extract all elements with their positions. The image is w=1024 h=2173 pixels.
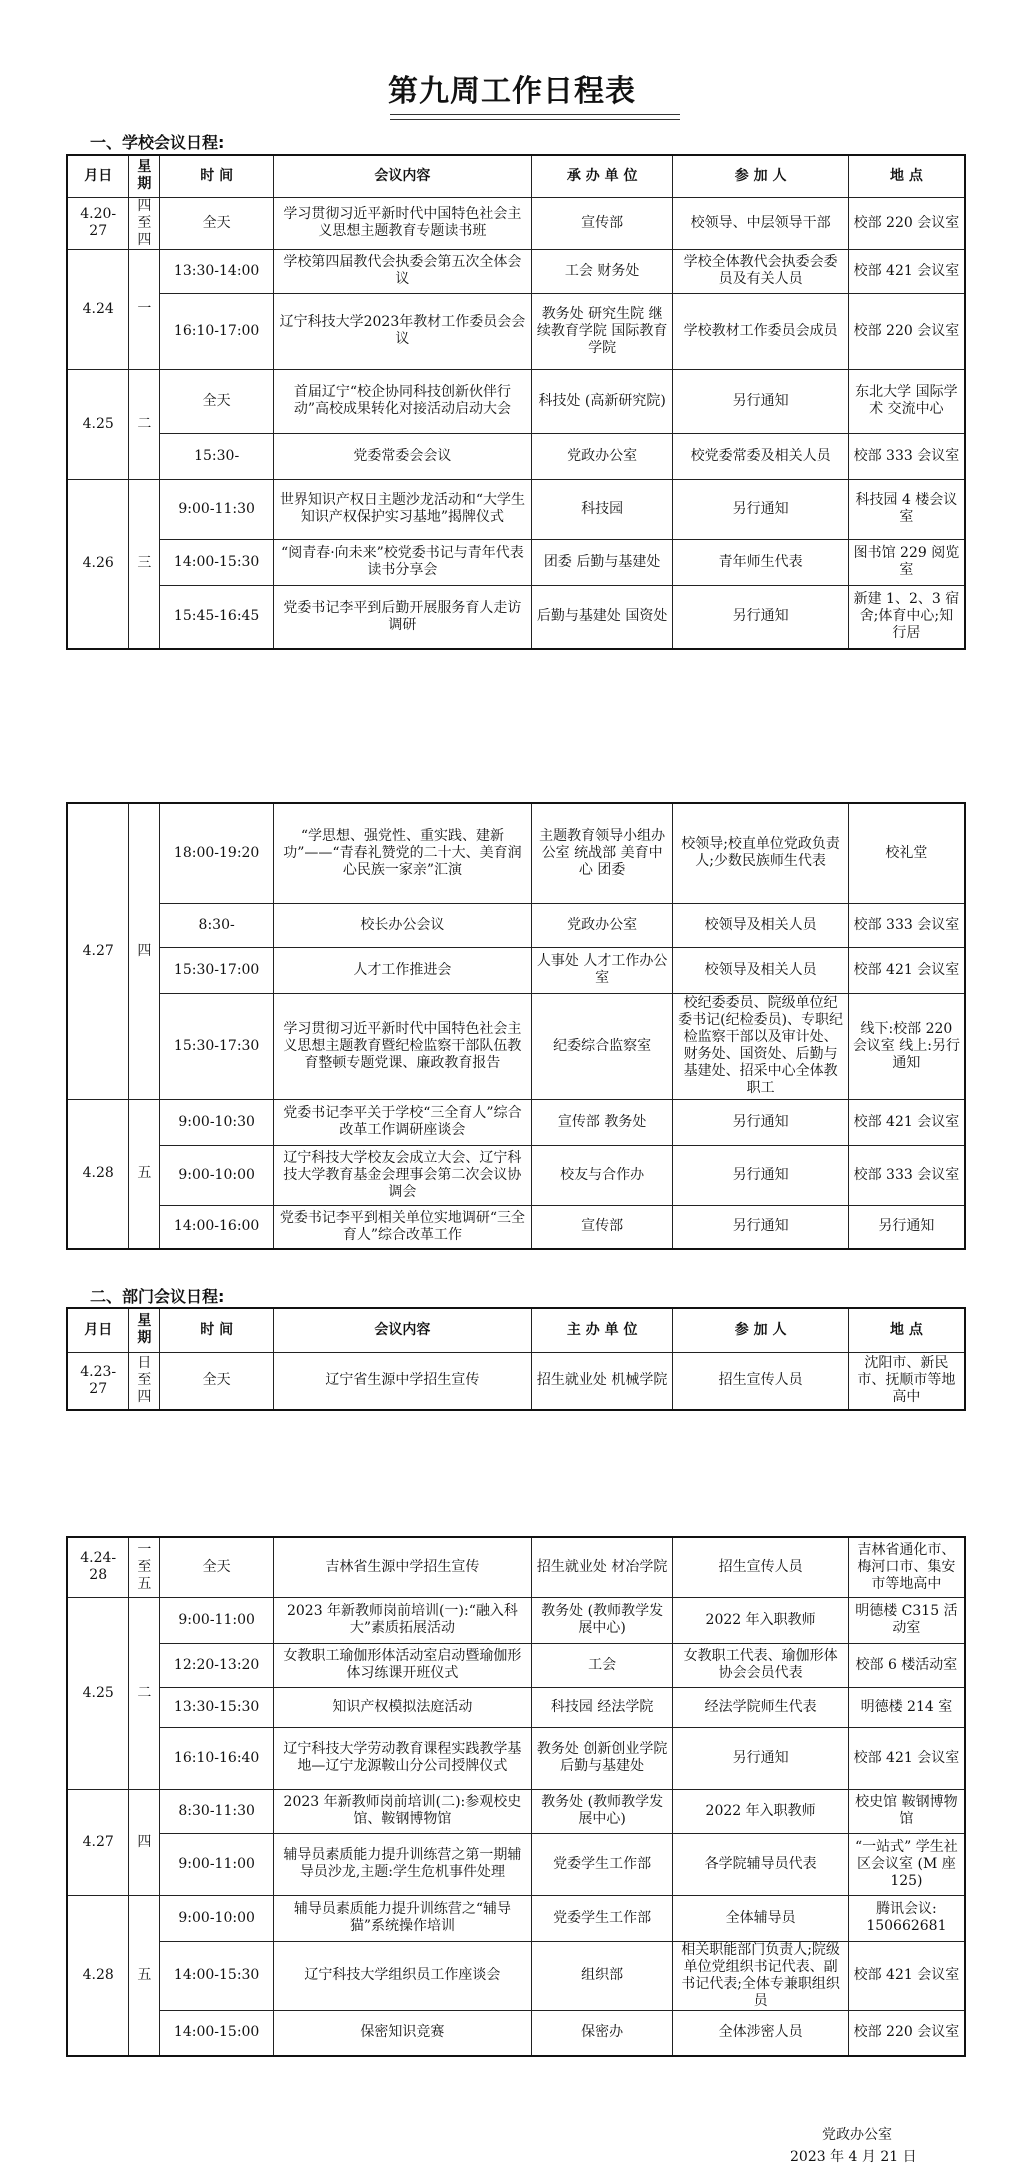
cell-time: 16:10-17:00 xyxy=(160,293,274,369)
cell-time: 14:00-16:00 xyxy=(160,1205,274,1249)
cell-organizer: 党政办公室 xyxy=(531,903,672,947)
table-row xyxy=(67,947,965,993)
cell-organizer: 科技处 (高新研究院) xyxy=(531,369,672,433)
section-dept-heading: 二、部门会议日程: xyxy=(90,1287,225,1306)
cell-attendees: 学校教材工作委员会成员 xyxy=(673,293,848,369)
table-row xyxy=(67,1205,965,1249)
cell-content: 世界知识产权日主题沙龙活动和“大学生知识产权保护实习基地”揭牌仪式 xyxy=(273,479,531,539)
cell-time: 18:00-19:20 xyxy=(160,803,274,903)
cell-time: 9:00-10:00 xyxy=(160,1895,274,1941)
header-attendees: 参 加 人 xyxy=(673,155,848,197)
cell-time: 14:00-15:30 xyxy=(160,1941,274,2010)
cell-location: 校部 220 会议室 xyxy=(848,2010,965,2056)
cell-organizer: 组织部 xyxy=(531,1941,672,2010)
table-row xyxy=(67,197,965,249)
cell-time: 14:00-15:30 xyxy=(160,539,274,585)
cell-date: 4.23-27 xyxy=(67,1352,129,1410)
cell-weekday: 一至五 xyxy=(129,1537,160,1597)
cell-date: 4.25 xyxy=(67,1597,129,1789)
cell-content: “学思想、强党性、重实践、建新功”——“青春礼赞党的二十大、美育润心民族一家亲”汇演 xyxy=(273,803,531,903)
cell-location: 校部 220 会议室 xyxy=(848,293,965,369)
table-header-row xyxy=(67,155,965,197)
cell-content: 学校第四届教代会执委会第五次全体会议 xyxy=(273,249,531,293)
cell-content: 辽宁科技大学组织员工作座谈会 xyxy=(273,1941,531,2010)
table-row xyxy=(67,1687,965,1727)
cell-content: 党委书记李平到后勤开展服务育人走访调研 xyxy=(273,585,531,649)
cell-content: 首届辽宁“校企协同科技创新伙伴行动”高校成果转化对接活动启动大会 xyxy=(273,369,531,433)
cell-location: 腾讯会议: 150662681 xyxy=(848,1895,965,1941)
page-title: 第九周工作日程表 xyxy=(388,74,636,109)
table-row xyxy=(67,1099,965,1145)
cell-content: 辽宁科技大学劳动教育课程实践教学基地—辽宁龙源鞍山分公司授牌仪式 xyxy=(273,1727,531,1789)
cell-organizer: 保密办 xyxy=(531,2010,672,2056)
table-row xyxy=(67,1537,965,1597)
cell-organizer: 宣传部 xyxy=(531,197,672,249)
cell-location: 校礼堂 xyxy=(848,803,965,903)
cell-attendees: 另行通知 xyxy=(673,479,848,539)
table-row xyxy=(67,293,965,369)
table-row xyxy=(67,1789,965,1833)
cell-location: 校部 421 会议室 xyxy=(848,1941,965,2010)
cell-organizer: 工会 xyxy=(531,1643,672,1687)
cell-location: 图书馆 229 阅览室 xyxy=(848,539,965,585)
cell-location: 校部 421 会议室 xyxy=(848,1099,965,1145)
cell-content: 校长办公会议 xyxy=(273,903,531,947)
cell-attendees: 校领导;校直单位党政负责人;少数民族师生代表 xyxy=(673,803,848,903)
cell-content: 2023 年新教师岗前培训(一):“融入科大”素质拓展活动 xyxy=(273,1597,531,1643)
cell-date: 4.24-28 xyxy=(67,1537,129,1597)
cell-time: 15:30-17:30 xyxy=(160,993,274,1099)
cell-content: 辅导员素质能力提升训练营之“辅导猫”系统操作培训 xyxy=(273,1895,531,1941)
cell-time: 15:30-17:00 xyxy=(160,947,274,993)
table-row xyxy=(67,433,965,479)
cell-content: “阅青春·向未来”校党委书记与青年代表读书分享会 xyxy=(273,539,531,585)
cell-location: 东北大学 国际学术 交流中心 xyxy=(848,369,965,433)
cell-attendees: 另行通知 xyxy=(673,585,848,649)
cell-weekday: 日至四 xyxy=(129,1352,160,1410)
cell-attendees: 校领导、中层领导干部 xyxy=(673,197,848,249)
cell-content: 保密知识竞赛 xyxy=(273,2010,531,2056)
table-header-row xyxy=(67,1308,965,1352)
cell-location: 另行通知 xyxy=(848,1205,965,1249)
table-row xyxy=(67,1643,965,1687)
header-date: 月日 xyxy=(67,1308,129,1352)
cell-time: 9:00-10:30 xyxy=(160,1099,274,1145)
cell-organizer: 教务处 创新创业学院 后勤与基建处 xyxy=(531,1727,672,1789)
cell-attendees: 相关职能部门负责人;院级单位党组织书记代表、副书记代表;全体专兼职组织员 xyxy=(673,1941,848,2010)
cell-content: 2023 年新教师岗前培训(二):参观校史馆、鞍钢博物馆 xyxy=(273,1789,531,1833)
footer-office: 党政办公室 xyxy=(822,2127,892,2143)
cell-weekday: 四 xyxy=(129,1789,160,1895)
cell-content: 女教职工瑜伽形体活动室启动暨瑜伽形体习练课开班仪式 xyxy=(273,1643,531,1687)
cell-attendees: 另行通知 xyxy=(673,1099,848,1145)
cell-time: 12:20-13:20 xyxy=(160,1643,274,1687)
cell-weekday: 一 xyxy=(129,249,160,369)
cell-location: 科技园 4 楼会议室 xyxy=(848,479,965,539)
cell-organizer: 科技园 xyxy=(531,479,672,539)
cell-organizer: 工会 财务处 xyxy=(531,249,672,293)
dept-schedule-table-part2 xyxy=(66,1536,966,2057)
cell-organizer: 团委 后勤与基建处 xyxy=(531,539,672,585)
table-row xyxy=(67,903,965,947)
table-row xyxy=(67,1727,965,1789)
cell-weekday: 四至四 xyxy=(129,197,160,249)
cell-location: 校部 333 会议室 xyxy=(848,1145,965,1205)
cell-attendees: 校纪委委员、院级单位纪委书记(纪检委员)、专职纪检监察干部以及审计处、财务处、国资处、后勤与基建处、招采中心全体教职工 xyxy=(673,993,848,1099)
cell-content: 辽宁科技大学2023年教材工作委员会会议 xyxy=(273,293,531,369)
cell-location: “一站式” 学生社区会议室 (M 座 125) xyxy=(848,1833,965,1895)
cell-attendees: 经法学院师生代表 xyxy=(673,1687,848,1727)
table-row xyxy=(67,249,965,293)
cell-date: 4.27 xyxy=(67,1789,129,1895)
cell-organizer: 纪委综合监察室 xyxy=(531,993,672,1099)
table-row xyxy=(67,803,965,903)
cell-location: 校部 220 会议室 xyxy=(848,197,965,249)
cell-content: 学习贯彻习近平新时代中国特色社会主义思想主题教育暨纪检监察干部队伍教育整顿专题党课、廉政教育报告 xyxy=(273,993,531,1099)
cell-time: 9:00-11:00 xyxy=(160,1597,274,1643)
header-time: 时 间 xyxy=(160,1308,274,1352)
table-row xyxy=(67,1352,965,1410)
cell-location: 校部 421 会议室 xyxy=(848,249,965,293)
cell-attendees: 全体涉密人员 xyxy=(673,2010,848,2056)
cell-date: 4.28 xyxy=(67,1895,129,2056)
cell-attendees: 2022 年入职教师 xyxy=(673,1789,848,1833)
cell-organizer: 科技园 经法学院 xyxy=(531,1687,672,1727)
cell-weekday: 四 xyxy=(129,803,160,1099)
cell-location: 吉林省通化市、梅河口市、集安市等地高中 xyxy=(848,1537,965,1597)
cell-content: 党委书记李平到相关单位实地调研“三全育人”综合改革工作 xyxy=(273,1205,531,1249)
cell-organizer: 教务处 (教师教学发展中心) xyxy=(531,1789,672,1833)
cell-organizer: 党委学生工作部 xyxy=(531,1895,672,1941)
cell-time: 13:30-15:30 xyxy=(160,1687,274,1727)
cell-time: 全天 xyxy=(160,1352,274,1410)
cell-location: 明德楼 C315 活动室 xyxy=(848,1597,965,1643)
cell-attendees: 学校全体教代会执委会委员及有关人员 xyxy=(673,249,848,293)
table-row xyxy=(67,369,965,433)
cell-attendees: 校党委常委及相关人员 xyxy=(673,433,848,479)
cell-attendees: 招生宣传人员 xyxy=(673,1352,848,1410)
cell-organizer: 人事处 人才工作办公室 xyxy=(531,947,672,993)
cell-location: 沈阳市、新民市、抚顺市等地高中 xyxy=(848,1352,965,1410)
header-location: 地 点 xyxy=(848,155,965,197)
cell-weekday: 五 xyxy=(129,1895,160,2056)
cell-attendees: 另行通知 xyxy=(673,1145,848,1205)
header-organizer: 主 办 单 位 xyxy=(531,1308,672,1352)
cell-weekday: 五 xyxy=(129,1099,160,1249)
cell-attendees: 青年师生代表 xyxy=(673,539,848,585)
cell-organizer: 教务处 研究生院 继续教育学院 国际教育学院 xyxy=(531,293,672,369)
table-row xyxy=(67,585,965,649)
cell-date: 4.26 xyxy=(67,479,129,649)
header-date: 月日 xyxy=(67,155,129,197)
footer-date: 2023 年 4 月 21 日 xyxy=(790,2149,917,2165)
cell-time: 8:30-11:30 xyxy=(160,1789,274,1833)
cell-time: 8:30- xyxy=(160,903,274,947)
cell-weekday: 二 xyxy=(129,369,160,479)
cell-content: 辽宁科技大学校友会成立大会、辽宁科技大学教育基金会理事会第二次会议协调会 xyxy=(273,1145,531,1205)
table-row xyxy=(67,993,965,1099)
table-row xyxy=(67,539,965,585)
table-row xyxy=(67,1145,965,1205)
cell-location: 明德楼 214 室 xyxy=(848,1687,965,1727)
cell-content: 党委书记李平关于学校“三全育人”综合改革工作调研座谈会 xyxy=(273,1099,531,1145)
table-row xyxy=(67,1941,965,2010)
cell-attendees: 全体辅导员 xyxy=(673,1895,848,1941)
cell-time: 15:45-16:45 xyxy=(160,585,274,649)
cell-time: 全天 xyxy=(160,1537,274,1597)
table-row xyxy=(67,479,965,539)
table-row xyxy=(67,1895,965,1941)
cell-organizer: 教务处 (教师教学发展中心) xyxy=(531,1597,672,1643)
header-attendees: 参 加 人 xyxy=(673,1308,848,1352)
cell-organizer: 党委学生工作部 xyxy=(531,1833,672,1895)
cell-location: 校部 421 会议室 xyxy=(848,1727,965,1789)
cell-date: 4.20-27 xyxy=(67,197,129,249)
cell-attendees: 另行通知 xyxy=(673,1727,848,1789)
school-schedule-table-part1 xyxy=(66,154,966,650)
cell-time: 13:30-14:00 xyxy=(160,249,274,293)
cell-content: 学习贯彻习近平新时代中国特色社会主义思想主题教育专题读书班 xyxy=(273,197,531,249)
cell-organizer: 宣传部 xyxy=(531,1205,672,1249)
cell-organizer: 招生就业处 材冶学院 xyxy=(531,1537,672,1597)
cell-organizer: 党政办公室 xyxy=(531,433,672,479)
cell-organizer: 招生就业处 机械学院 xyxy=(531,1352,672,1410)
header-location: 地 点 xyxy=(848,1308,965,1352)
cell-location: 校史馆 鞍钢博物馆 xyxy=(848,1789,965,1833)
dept-schedule-table-part1 xyxy=(66,1307,966,1411)
cell-content: 吉林省生源中学招生宣传 xyxy=(273,1537,531,1597)
cell-time: 16:10-16:40 xyxy=(160,1727,274,1789)
cell-location: 校部 333 会议室 xyxy=(848,433,965,479)
table-row xyxy=(67,1597,965,1643)
cell-location: 新建 1、2、3 宿舍;体育中心;知行居 xyxy=(848,585,965,649)
cell-attendees: 招生宣传人员 xyxy=(673,1537,848,1597)
header-organizer: 承 办 单 位 xyxy=(531,155,672,197)
cell-content: 党委常委会会议 xyxy=(273,433,531,479)
cell-date: 4.24 xyxy=(67,249,129,369)
cell-attendees: 校领导及相关人员 xyxy=(673,903,848,947)
header-content: 会议内容 xyxy=(273,1308,531,1352)
header-weekday: 星期 xyxy=(129,155,160,197)
title-underline xyxy=(390,114,680,120)
cell-date: 4.28 xyxy=(67,1099,129,1249)
cell-attendees: 校领导及相关人员 xyxy=(673,947,848,993)
section-school-heading: 一、学校会议日程: xyxy=(90,133,225,152)
cell-organizer: 主题教育领导小组办公室 统战部 美育中心 团委 xyxy=(531,803,672,903)
cell-organizer: 校友与合作办 xyxy=(531,1145,672,1205)
header-content: 会议内容 xyxy=(273,155,531,197)
cell-organizer: 后勤与基建处 国资处 xyxy=(531,585,672,649)
cell-attendees: 女教职工代表、瑜伽形体协会会员代表 xyxy=(673,1643,848,1687)
cell-attendees: 另行通知 xyxy=(673,1205,848,1249)
cell-date: 4.27 xyxy=(67,803,129,1099)
cell-weekday: 三 xyxy=(129,479,160,649)
cell-organizer: 宣传部 教务处 xyxy=(531,1099,672,1145)
table-row xyxy=(67,1833,965,1895)
header-time: 时 间 xyxy=(160,155,274,197)
cell-location: 校部 333 会议室 xyxy=(848,903,965,947)
cell-attendees: 2022 年入职教师 xyxy=(673,1597,848,1643)
cell-content: 人才工作推进会 xyxy=(273,947,531,993)
cell-weekday: 二 xyxy=(129,1597,160,1789)
cell-attendees: 另行通知 xyxy=(673,369,848,433)
cell-time: 9:00-11:00 xyxy=(160,1833,274,1895)
cell-time: 9:00-10:00 xyxy=(160,1145,274,1205)
cell-content: 辽宁省生源中学招生宣传 xyxy=(273,1352,531,1410)
table-row xyxy=(67,2010,965,2056)
cell-location: 校部 421 会议室 xyxy=(848,947,965,993)
cell-date: 4.25 xyxy=(67,369,129,479)
cell-attendees: 各学院辅导员代表 xyxy=(673,1833,848,1895)
cell-time: 14:00-15:00 xyxy=(160,2010,274,2056)
header-weekday: 星期 xyxy=(129,1308,160,1352)
cell-location: 线下:校部 220 会议室 线上:另行通知 xyxy=(848,993,965,1099)
cell-time: 9:00-11:30 xyxy=(160,479,274,539)
cell-time: 15:30- xyxy=(160,433,274,479)
cell-content: 辅导员素质能力提升训练营之第一期辅导员沙龙,主题:学生危机事件处理 xyxy=(273,1833,531,1895)
school-schedule-table-part2 xyxy=(66,802,966,1250)
cell-location: 校部 6 楼活动室 xyxy=(848,1643,965,1687)
cell-time: 全天 xyxy=(160,197,274,249)
cell-time: 全天 xyxy=(160,369,274,433)
cell-content: 知识产权模拟法庭活动 xyxy=(273,1687,531,1727)
